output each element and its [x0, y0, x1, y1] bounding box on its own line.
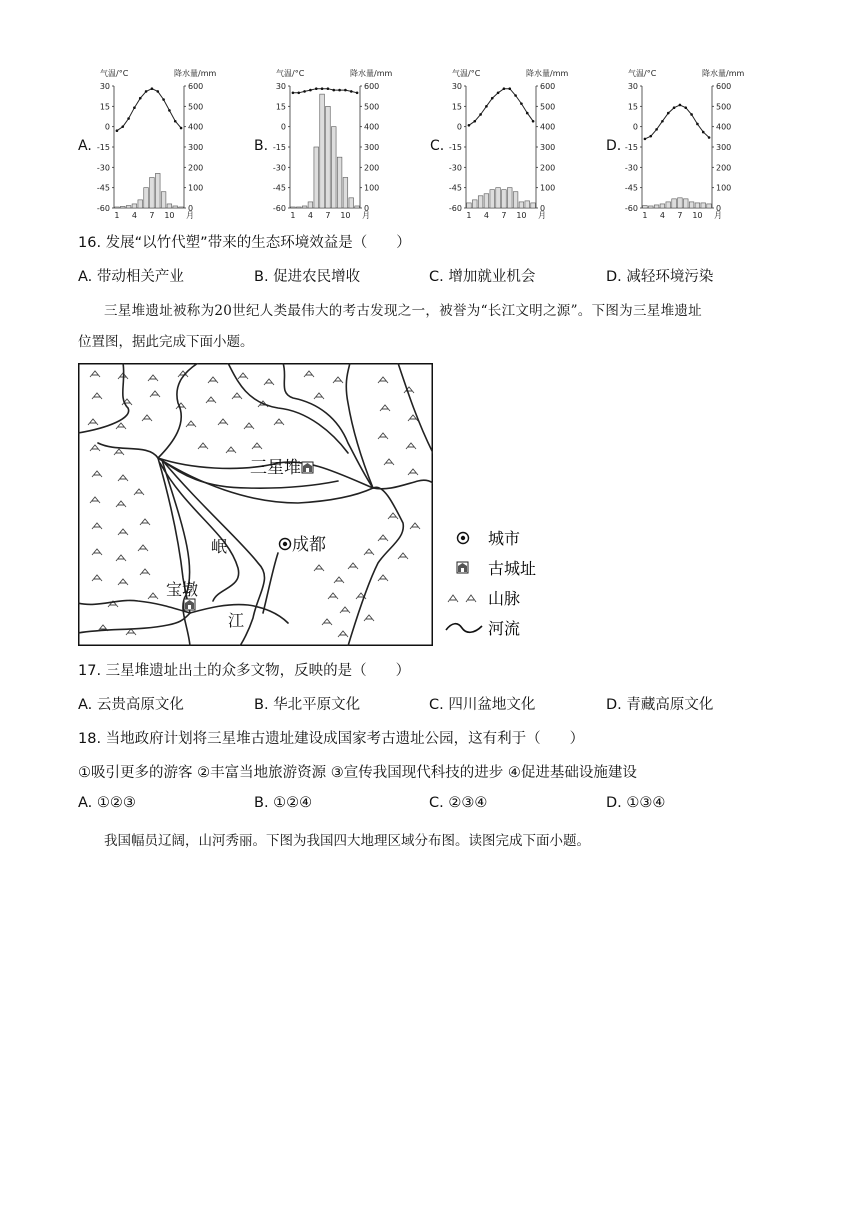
map-label-chengdu: 成都 [292, 535, 326, 555]
temp-point [491, 97, 494, 100]
map-label-min: 岷 [211, 537, 228, 556]
precip-bar [355, 206, 360, 208]
month-tick-label: 7 [501, 211, 507, 220]
temp-tick-label: -15 [448, 143, 462, 152]
q17-option-d[interactable]: D. 青藏高原文化 [606, 697, 714, 713]
temp-tick-label: -60 [272, 204, 286, 213]
month-unit-label: 月 [362, 211, 370, 220]
precip-tick-label: 400 [364, 122, 380, 132]
temp-point [356, 91, 359, 94]
precip-bar [654, 205, 659, 208]
passage2: 我国幅员辽阔，山河秀丽。下图为我国四大地理区域分布图。读图完成下面小题。 [104, 833, 590, 849]
q16-option-d[interactable]: D. 减轻环境污染 [606, 269, 714, 285]
precip-tick-label: 600 [540, 82, 556, 91]
month-tick-label: 10 [340, 211, 351, 220]
temp-point [479, 113, 482, 116]
month-tick-label: 7 [677, 211, 683, 220]
precip-bar [144, 188, 149, 208]
temp-point [702, 131, 705, 134]
q18-option-c[interactable]: C. ②③④ [429, 795, 488, 811]
month-tick-label: 4 [131, 211, 137, 220]
q17-option-c[interactable]: C. 四川盆地文化 [429, 697, 536, 713]
temp-tick-label: -30 [448, 163, 462, 173]
climate-chart-b [254, 68, 392, 220]
temp-point [485, 105, 488, 108]
precip-tick-label: 200 [540, 163, 556, 173]
temp-point [708, 136, 711, 139]
temp-tick-label: -45 [624, 183, 638, 193]
climate-charts [70, 62, 790, 222]
temp-point [508, 87, 511, 90]
temp-point [526, 112, 529, 115]
precip-bar [320, 94, 325, 208]
q16-option-a[interactable]: A. 带动相关产业 [78, 269, 184, 285]
q17-stem: 17. 三星堆遗址出土的众多文物，反映的是（ ） [78, 663, 411, 679]
temp-tick-label: 15 [275, 102, 286, 112]
precip-unit-label: 降水量/mm [526, 69, 569, 78]
precip-bar [507, 188, 512, 208]
legend-svg [444, 524, 564, 644]
temp-point [116, 129, 119, 132]
climate-option-label: C. [430, 138, 445, 154]
climate-chart-c [430, 68, 568, 220]
precip-bar [525, 201, 530, 208]
q16-stem: 16. 发展“以竹代塑”带来的生态环境效益是（ ） [78, 235, 411, 251]
legend-city-icon [458, 533, 469, 544]
temp-point [309, 89, 312, 92]
temp-point [133, 106, 136, 109]
precip-tick-label: 0 [364, 204, 370, 213]
climate-chart-d [606, 68, 744, 220]
temp-point [679, 104, 682, 107]
temp-point [649, 135, 652, 138]
temp-point [532, 120, 535, 123]
precip-tick-label: 300 [188, 143, 204, 152]
legend-river-icon [446, 624, 482, 633]
temp-tick-label: 30 [99, 82, 110, 91]
temp-point [174, 120, 177, 123]
temp-tick-label: -60 [624, 204, 638, 213]
precip-bar [484, 194, 489, 208]
temp-point [321, 87, 324, 90]
temp-line [117, 89, 181, 131]
precip-bar [331, 127, 336, 208]
month-tick-label: 1 [642, 211, 648, 220]
q18-items: ①吸引更多的游客 ②丰富当地旅游资源 ③宣传我国现代科技的进步 ④促进基础设施建设 [78, 765, 637, 781]
climate-chart-row [70, 62, 790, 222]
temp-line [645, 105, 709, 139]
temp-tick-label: -15 [272, 143, 286, 152]
precip-tick-label: 300 [364, 143, 380, 152]
precip-bar [643, 206, 648, 208]
temp-tick-label: -15 [624, 143, 638, 152]
temp-point [315, 87, 318, 90]
precip-bar [173, 206, 178, 208]
precip-bar [490, 190, 495, 208]
ancient-city-symbol-baodun [184, 599, 195, 610]
temp-point [297, 91, 300, 94]
temp-point [162, 98, 165, 101]
temp-point [655, 128, 658, 131]
precip-unit-label: 降水量/mm [350, 69, 393, 78]
temp-line [469, 89, 533, 126]
temp-point [350, 90, 353, 93]
precip-tick-label: 400 [716, 122, 732, 132]
temp-point [696, 123, 699, 126]
precip-bar [478, 196, 483, 208]
q18-option-b[interactable]: B. ①②④ [254, 795, 313, 811]
temp-point [292, 91, 295, 94]
precip-unit-label: 降水量/mm [174, 69, 217, 78]
month-tick-label: 10 [692, 211, 703, 220]
month-unit-label: 月 [714, 211, 722, 220]
temp-tick-label: 15 [99, 102, 110, 112]
temp-tick-label: 0 [104, 122, 110, 132]
month-tick-label: 1 [466, 211, 472, 220]
temp-point [690, 113, 693, 116]
precip-tick-label: 100 [188, 183, 204, 193]
precip-bar [179, 207, 184, 208]
precip-bar [472, 200, 477, 208]
precip-tick-label: 300 [540, 143, 556, 152]
temp-point [644, 138, 647, 141]
precip-bar [701, 203, 706, 208]
month-tick-label: 4 [307, 211, 313, 220]
temp-point [332, 89, 335, 92]
ancient-city-symbol-sanxingdui [302, 462, 313, 473]
climate-option-label: A. [78, 138, 92, 154]
temp-point [667, 112, 670, 115]
month-unit-label: 月 [538, 211, 546, 220]
precip-tick-label: 500 [716, 102, 732, 112]
temp-tick-label: -30 [624, 163, 638, 173]
temp-tick-label: 15 [451, 102, 462, 112]
temp-unit-label: 气温/°C [276, 69, 305, 78]
month-tick-label: 10 [516, 211, 527, 220]
temp-tick-label: 30 [275, 82, 286, 91]
map-label-jiang: 江 [228, 611, 245, 630]
temp-point [661, 120, 664, 123]
temp-point [121, 125, 124, 128]
month-tick-label: 7 [325, 211, 331, 220]
precip-tick-label: 600 [364, 82, 380, 91]
precip-tick-label: 600 [188, 82, 204, 91]
precip-tick-label: 400 [540, 122, 556, 132]
temp-point [684, 106, 687, 109]
map-label-baodun: 宝墩 [166, 580, 199, 599]
temp-point [127, 117, 130, 120]
month-tick-label: 7 [149, 211, 155, 220]
temp-point [473, 120, 476, 123]
temp-tick-label: -45 [448, 183, 462, 193]
precip-bar [314, 147, 319, 208]
temp-point [151, 87, 154, 90]
temp-tick-label: 0 [456, 122, 462, 132]
precip-bar [689, 202, 694, 208]
temp-tick-label: -15 [96, 143, 110, 152]
precip-bar [513, 192, 518, 208]
q17-option-a[interactable]: A. 云贵高原文化 [78, 697, 184, 713]
temp-tick-label: -45 [272, 183, 286, 193]
temp-tick-label: -45 [96, 183, 110, 193]
precip-tick-label: 100 [540, 183, 556, 193]
precip-bar [496, 188, 501, 208]
temp-unit-label: 气温/°C [452, 69, 481, 78]
sanxingdui-location-map [78, 363, 433, 646]
temp-point [338, 89, 341, 92]
precip-bar [660, 204, 665, 208]
legend-ancient-city-label: 古城址 [488, 559, 537, 578]
precip-bar [161, 192, 166, 208]
precip-bar [672, 199, 677, 208]
precip-bar [695, 203, 700, 208]
month-tick-label: 10 [164, 211, 175, 220]
precip-bar [337, 157, 342, 208]
precip-tick-label: 0 [188, 204, 194, 213]
precip-bar [343, 178, 348, 209]
temp-point [180, 127, 183, 130]
precip-bar [502, 190, 507, 208]
precip-tick-label: 0 [716, 204, 722, 213]
month-tick-label: 1 [114, 211, 120, 220]
precip-bar [302, 206, 307, 208]
precip-bar [126, 206, 131, 208]
passage1-line1: 三星堆遗址被称为20世纪人类最伟大的考古发现之一，被誉为“长江文明之源”。下图为三星堆遗址 [104, 303, 702, 319]
precip-unit-label: 降水量/mm [702, 69, 745, 78]
temp-tick-label: 0 [280, 122, 286, 132]
precip-bar [296, 207, 301, 208]
precip-bar [167, 204, 172, 208]
temp-point [327, 87, 330, 90]
temp-tick-label: -30 [272, 163, 286, 173]
precip-tick-label: 500 [364, 102, 380, 112]
legend-mountain-icon [448, 595, 476, 602]
precip-bar [666, 202, 671, 208]
precip-bar [326, 106, 331, 208]
legend-mountain-label: 山脉 [488, 589, 521, 608]
precip-tick-label: 500 [188, 102, 204, 112]
precip-bar [531, 203, 536, 208]
precip-tick-label: 100 [716, 183, 732, 193]
q18-option-a[interactable]: A. ①②③ [78, 795, 136, 811]
precip-bar [132, 204, 137, 208]
precip-bar [349, 198, 354, 208]
month-tick-label: 4 [659, 211, 665, 220]
precip-bar [519, 202, 524, 208]
climate-chart-a [78, 68, 216, 220]
precip-tick-label: 500 [540, 102, 556, 112]
precip-tick-label: 200 [716, 163, 732, 173]
precip-bar [155, 173, 160, 208]
precip-bar [138, 200, 143, 208]
precip-bar [648, 206, 653, 208]
precip-tick-label: 0 [540, 204, 546, 213]
month-tick-label: 1 [290, 211, 296, 220]
map-label-sanxingdui: 三星堆 [250, 458, 301, 478]
temp-tick-label: -60 [448, 204, 462, 213]
legend-ancient-city-icon [457, 562, 468, 573]
q18-option-d[interactable]: D. ①③④ [606, 795, 666, 811]
precip-bar [683, 199, 688, 208]
precip-bar [707, 204, 712, 208]
temp-point [497, 91, 500, 94]
precip-bar [120, 206, 125, 208]
q16-option-b[interactable]: B. 促进农民增收 [254, 269, 361, 285]
precip-tick-label: 300 [716, 143, 732, 152]
temp-point [468, 124, 471, 127]
temp-point [503, 87, 506, 90]
city-symbol-chengdu [280, 539, 291, 550]
precip-bar [150, 178, 155, 209]
temp-point [156, 90, 159, 93]
temp-tick-label: 30 [627, 82, 638, 91]
precip-bar [308, 202, 313, 208]
temp-point [514, 94, 517, 97]
precip-bar [678, 198, 683, 208]
temp-point [673, 106, 676, 109]
temp-point [520, 102, 523, 105]
climate-option-label: D. [606, 138, 622, 154]
map-svg [78, 363, 433, 646]
climate-option-label: B. [254, 138, 269, 154]
temp-tick-label: -60 [96, 204, 110, 213]
precip-tick-label: 100 [364, 183, 380, 193]
precip-bar [115, 207, 120, 208]
temp-point [139, 97, 142, 100]
q18-stem: 18. 当地政府计划将三星堆古遗址建设成国家考古遗址公园，这有利于（ ） [78, 731, 585, 747]
q16-option-c[interactable]: C. 增加就业机会 [429, 269, 536, 285]
precip-tick-label: 200 [364, 163, 380, 173]
legend-river-label: 河流 [488, 619, 521, 638]
passage1-line2: 位置图，据此完成下面小题。 [78, 334, 254, 350]
temp-tick-label: 30 [451, 82, 462, 91]
month-tick-label: 4 [483, 211, 489, 220]
temp-tick-label: -30 [96, 163, 110, 173]
precip-tick-label: 600 [716, 82, 732, 91]
temp-tick-label: 15 [627, 102, 638, 112]
temp-point [168, 109, 171, 112]
month-unit-label: 月 [186, 211, 194, 220]
temp-point [344, 89, 347, 92]
legend-city-label: 城市 [488, 529, 521, 548]
temp-point [145, 90, 148, 93]
temp-point [303, 90, 306, 93]
temp-unit-label: 气温/°C [100, 69, 129, 78]
precip-bar [467, 203, 472, 208]
temp-tick-label: 0 [632, 122, 638, 132]
q17-option-b[interactable]: B. 华北平原文化 [254, 697, 361, 713]
temp-line [293, 89, 357, 93]
precip-tick-label: 400 [188, 122, 204, 132]
precip-tick-label: 200 [188, 163, 204, 173]
temp-unit-label: 气温/°C [628, 69, 657, 78]
map-legend [444, 524, 564, 644]
precip-bar [291, 207, 296, 208]
